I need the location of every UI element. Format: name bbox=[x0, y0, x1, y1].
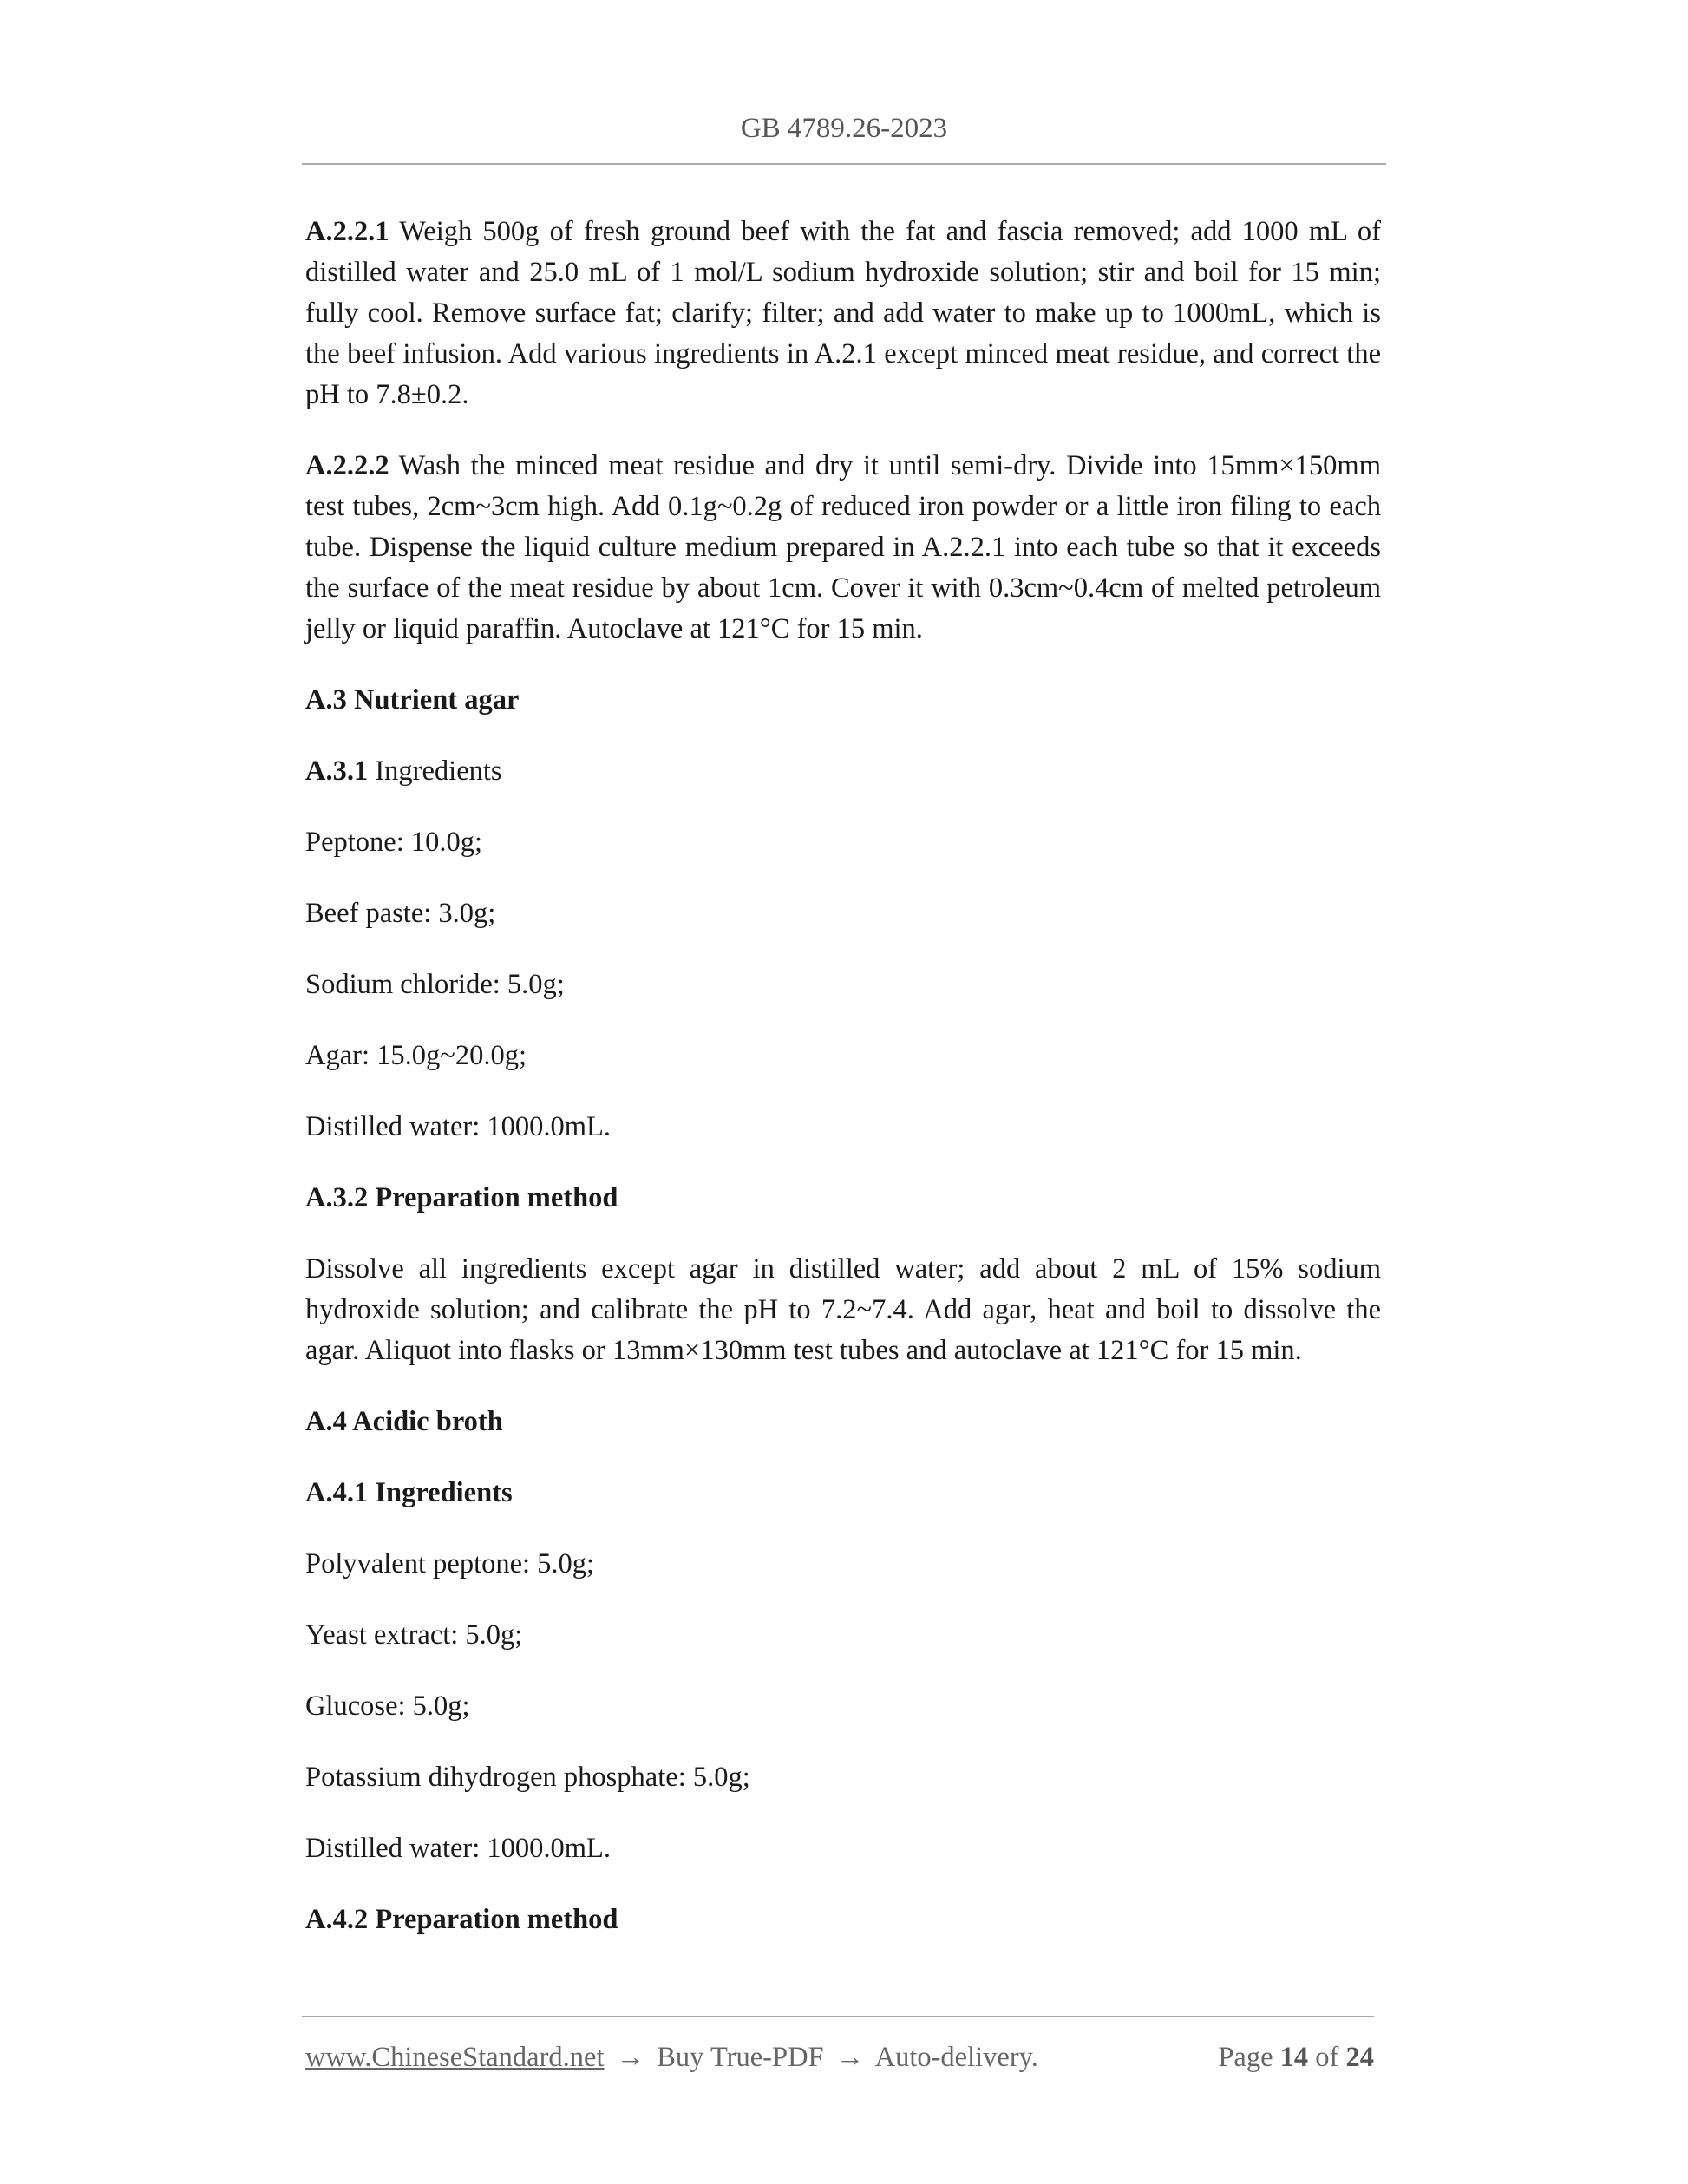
heading-text: A.3.2 Preparation method bbox=[305, 1182, 618, 1213]
clause-number: A.2.2.1 bbox=[305, 216, 389, 247]
ingredient-line: Agar: 15.0g~20.0g; bbox=[305, 1040, 527, 1071]
footer-divider bbox=[302, 2016, 1374, 2017]
buy-true-pdf-text: Buy True-PDF bbox=[657, 2042, 824, 2073]
heading-text: A.4.2 Preparation method bbox=[305, 1904, 618, 1935]
document-body bbox=[305, 212, 1381, 1971]
ingredient-line: Distilled water: 1000.0mL. bbox=[305, 1833, 612, 1864]
arrow-right-icon: → bbox=[616, 2042, 645, 2073]
paragraph-text: Wash the minced meat residue and dry it until semi-dry. Divide into 15mm×150mm test tubes, 2cm~3cm high. Add 0.1g~0.2g of reduced iron powder or a little iron filing to each tube. Dispense the liquid culture medium prepared in A.2.2.1 into each tube so that it exceeds the surface of the meat residue by about 1cm. Cover it with 0.3cm~0.4cm of melted petroleum jelly or liquid paraffin. Autoclave at 121°C for 15 min. bbox=[305, 450, 1381, 644]
page-number bbox=[1218, 2037, 1374, 2078]
ingredient-line: Sodium chloride: 5.0g; bbox=[305, 969, 565, 1000]
subsection-heading-a4-1 bbox=[305, 1473, 1381, 1514]
paragraph-a3-2-body bbox=[305, 1249, 1381, 1371]
section-heading-a4 bbox=[305, 1402, 1381, 1442]
arrow-right-icon: → bbox=[835, 2042, 865, 2073]
website-link[interactable]: www.ChineseStandard.net bbox=[305, 2042, 605, 2073]
paragraph-a2-2-2 bbox=[305, 446, 1381, 650]
section-heading-a3 bbox=[305, 680, 1381, 721]
subsection-heading-a4-2 bbox=[305, 1900, 1381, 1940]
heading-text: Ingredients bbox=[368, 755, 502, 787]
footer-promo bbox=[305, 2037, 1038, 2078]
clause-number: A.2.2.2 bbox=[305, 450, 389, 481]
page-footer bbox=[305, 2037, 1374, 2078]
page-label: Page bbox=[1218, 2042, 1273, 2073]
subsection-heading-a3-2 bbox=[305, 1178, 1381, 1219]
of-label: of bbox=[1315, 2042, 1339, 2073]
ingredient-line: Glucose: 5.0g; bbox=[305, 1690, 470, 1722]
ingredient-line: Beef paste: 3.0g; bbox=[305, 898, 496, 929]
heading-text: A.3 Nutrient agar bbox=[305, 684, 520, 716]
paragraph-a2-2-1 bbox=[305, 212, 1381, 415]
ingredient-line: Distilled water: 1000.0mL. bbox=[305, 1111, 612, 1142]
total-page-count: 24 bbox=[1345, 2042, 1374, 2073]
paragraph-text: Weigh 500g of fresh ground beef with the fat and fascia removed; add 1000 mL of distilled water and 25.0 mL of 1 mol/L sodium hydroxide solution; stir and boil for 15 min; fully cool. Remove surface fat; clarify; filter; and add water to make up to 1000mL, which is the beef infusion. Add various ingredients in A.2.1 except minced meat residue, and correct the pH to 7.8±0.2. bbox=[305, 216, 1381, 410]
ingredient-line: Yeast extract: 5.0g; bbox=[305, 1619, 523, 1651]
auto-delivery-text: Auto-delivery. bbox=[874, 2042, 1038, 2073]
subsection-heading-a3-1 bbox=[305, 751, 1381, 792]
heading-text: A.4.1 Ingredients bbox=[305, 1477, 513, 1508]
clause-number: A.3.1 bbox=[305, 755, 369, 787]
paragraph-text: Dissolve all ingredients except agar in distilled water; add about 2 mL of 15% sodium hydroxide solution; and calibrate the pH to 7.2~7.4. Add agar, heat and boil to dissolve the agar. Aliquot into flasks or 13mm×130mm test tubes and autoclave at 121°C for 15 min. bbox=[305, 1253, 1381, 1366]
header-divider bbox=[302, 163, 1386, 165]
current-page-number: 14 bbox=[1279, 2042, 1309, 2073]
ingredient-line: Polyvalent peptone: 5.0g; bbox=[305, 1548, 595, 1579]
document-header-title: GB 4789.26-2023 bbox=[740, 113, 948, 144]
heading-text: A.4 Acidic broth bbox=[305, 1406, 503, 1437]
ingredient-line: Potassium dihydrogen phosphate: 5.0g; bbox=[305, 1762, 750, 1793]
ingredient-line: Peptone: 10.0g; bbox=[305, 827, 483, 858]
